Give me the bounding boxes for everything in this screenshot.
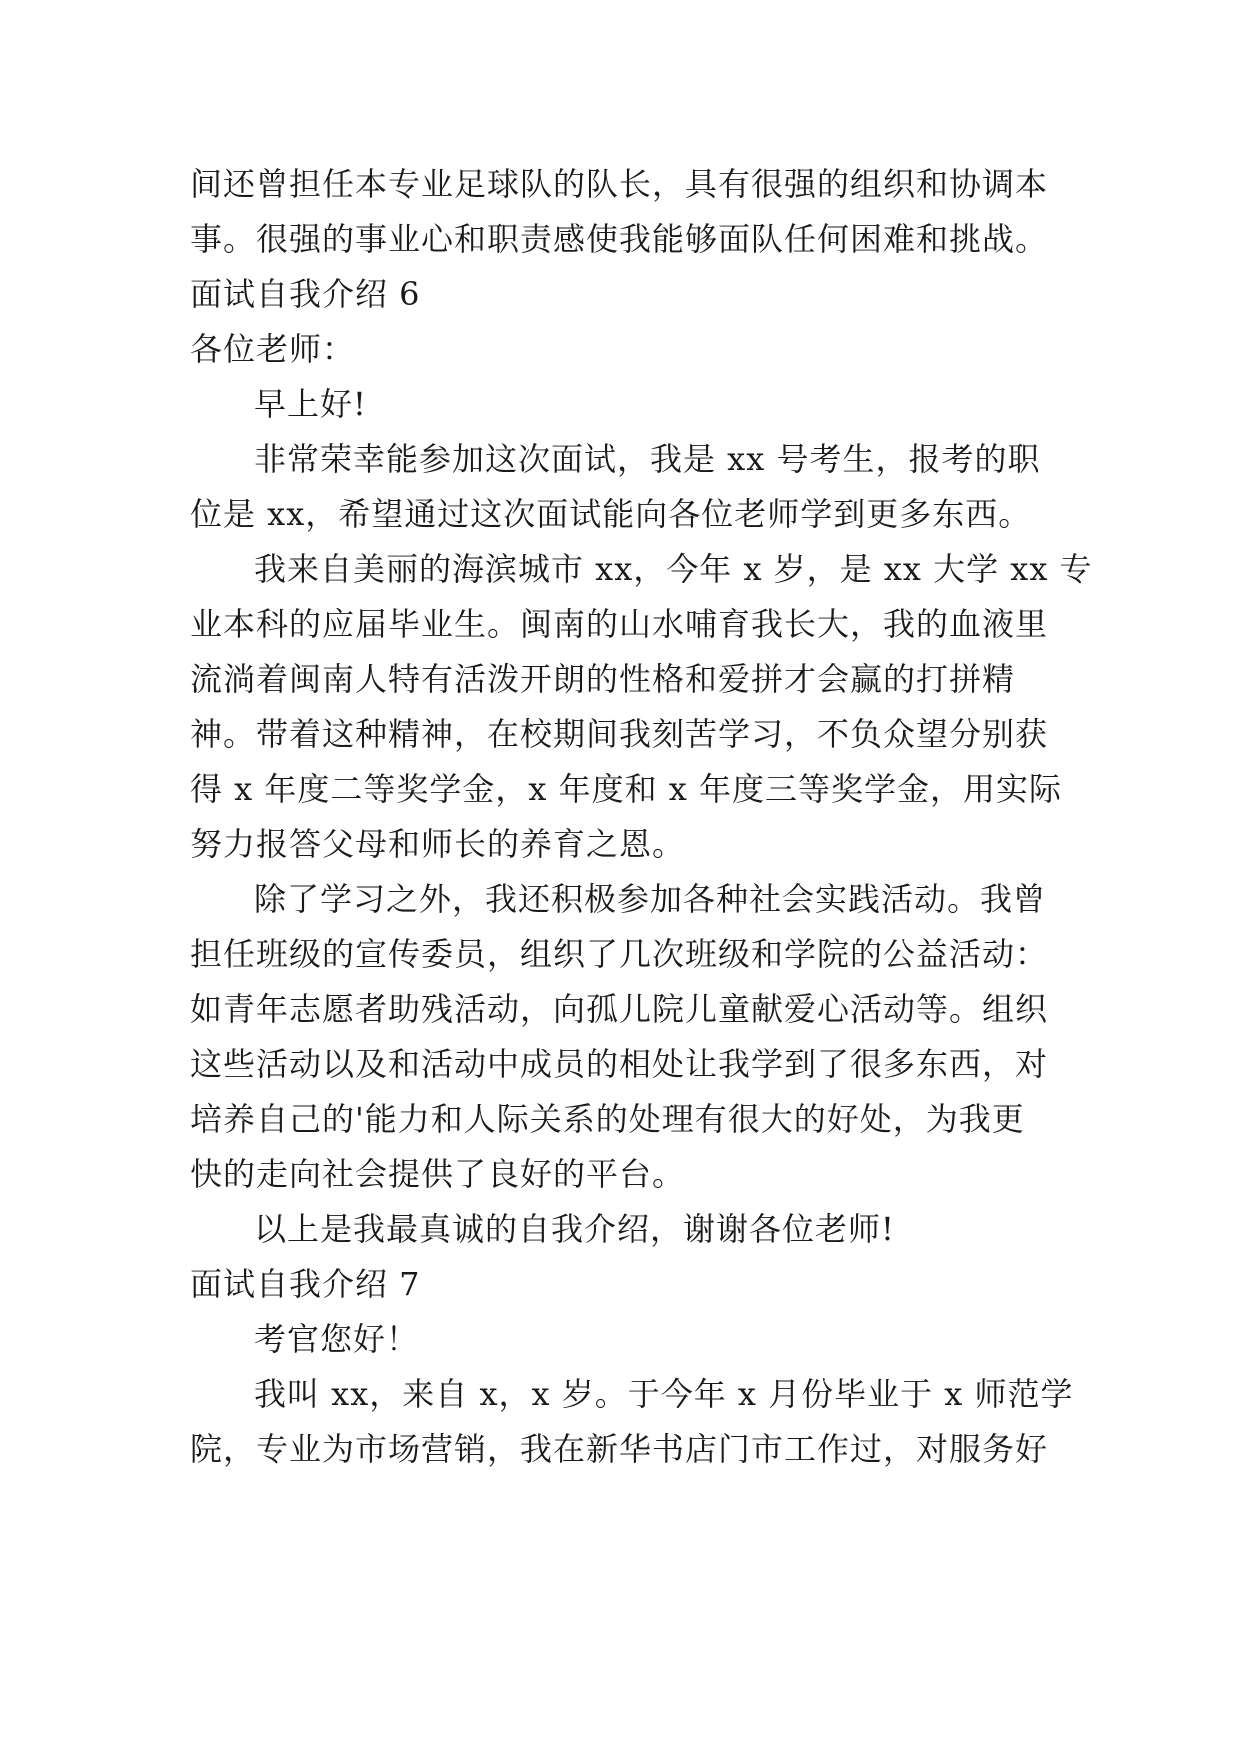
- body-line: 非常荣幸能参加这次面试，我是 xx 号考生，报考的职: [254, 440, 1041, 478]
- body-line: 业本科的应届毕业生。闽南的山水哺育我长大，我的血液里: [190, 605, 1049, 643]
- body-line: 我叫 xx，来自 x，x 岁。于今年 x 月份毕业于 x 师范学: [254, 1375, 1074, 1413]
- greeting: 考官您好！: [254, 1320, 420, 1358]
- body-line: 努力报答父母和师长的养育之恩。: [190, 825, 686, 863]
- body-line: 位是 xx，希望通过这次面试能向各位老师学到更多东西。: [190, 495, 1032, 533]
- body-line: 院，专业为市场营销，我在新华书店门市工作过，对服务好: [190, 1430, 1049, 1468]
- section-heading: 面试自我介绍 7: [190, 1265, 421, 1303]
- body-line: 得 x 年度二等奖学金，x 年度和 x 年度三等奖学金，用实际: [190, 770, 1063, 808]
- body-line: 以上是我最真诚的自我介绍，谢谢各位老师!: [254, 1210, 895, 1248]
- salutation: 各位老师：: [190, 330, 356, 368]
- body-line: 我来自美丽的海滨城市 xx，今年 x 岁，是 xx 大学 xx 专: [254, 550, 1093, 588]
- body-line: 这些活动以及和活动中成员的相处让我学到了很多东西，对: [190, 1045, 1049, 1083]
- body-line: 培养自己的'能力和人际关系的处理有很大的好处，为我更: [190, 1100, 1025, 1138]
- body-line: 如青年志愿者助残活动，向孤儿院儿童献爱心活动等。组织: [190, 990, 1049, 1028]
- body-line: 担任班级的宣传委员，组织了几次班级和学院的公益活动：: [190, 935, 1049, 973]
- body-line: 除了学习之外，我还积极参加各种社会实践活动。我曾: [254, 880, 1047, 918]
- greeting: 早上好!: [254, 385, 367, 423]
- body-line: 流淌着闽南人特有活泼开朗的性格和爱拼才会赢的打拼精: [190, 660, 1016, 698]
- body-line: 事。很强的事业心和职责感使我能够面队任何困难和挑战。: [190, 220, 1049, 258]
- body-line: 间还曾担任本专业足球队的队长，具有很强的组织和协调本: [190, 165, 1049, 203]
- body-line: 神。带着这种精神，在校期间我刻苦学习，不负众望分别获: [190, 715, 1049, 753]
- section-heading: 面试自我介绍 6: [190, 275, 421, 313]
- body-line: 快的走向社会提供了良好的平台。: [190, 1155, 686, 1193]
